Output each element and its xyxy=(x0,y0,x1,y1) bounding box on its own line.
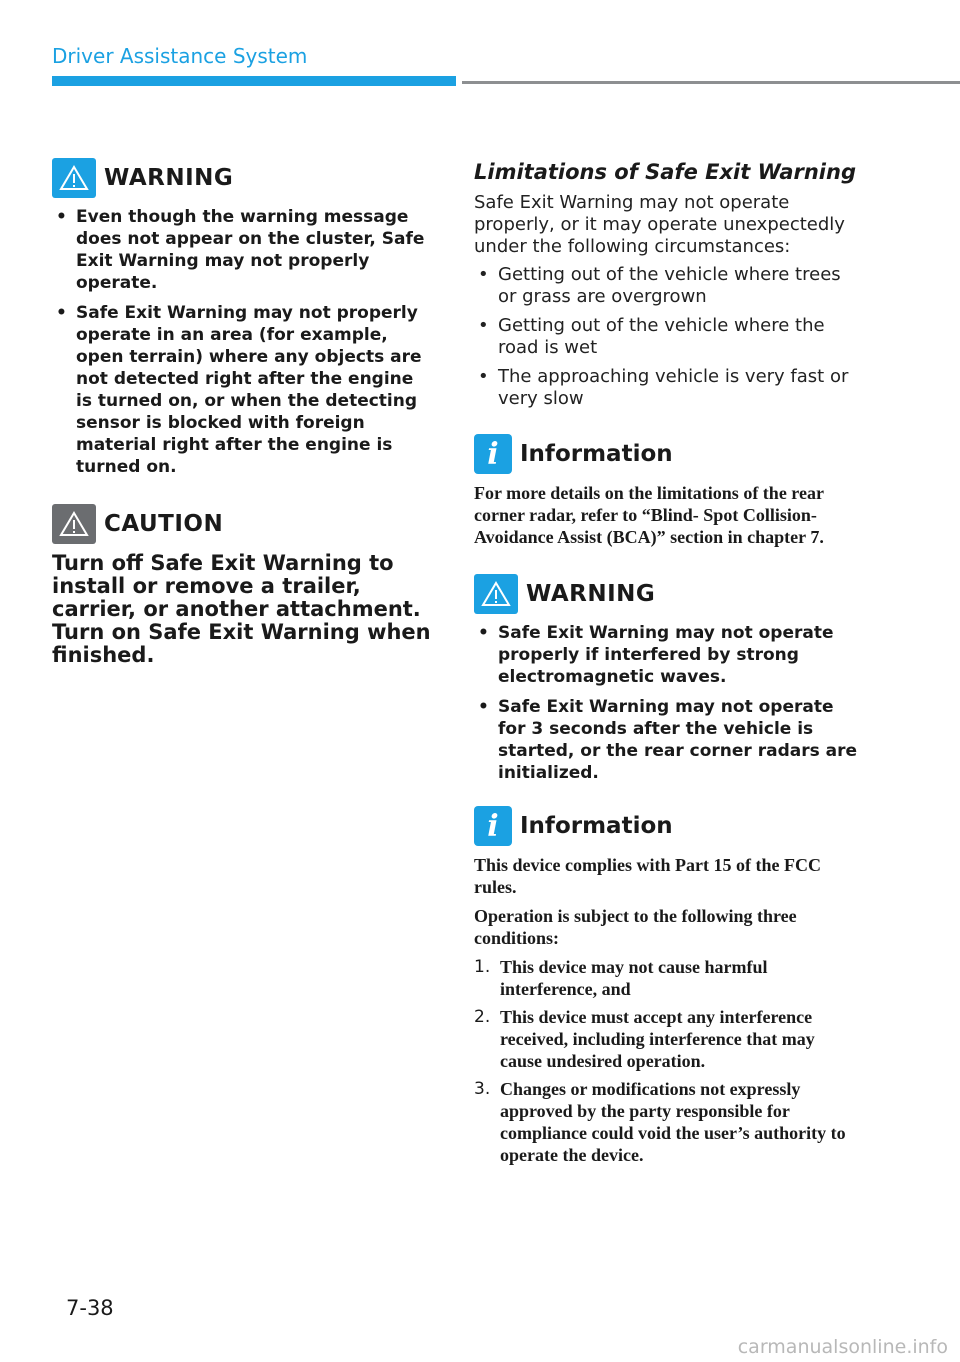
warning-heading xyxy=(474,574,860,614)
information-box xyxy=(474,434,860,548)
list-number: 3. xyxy=(474,1079,491,1099)
caution-title: CAUTION xyxy=(104,511,224,537)
caution-text: Turn off Safe Exit Warning to install or remove a trailer, carrier, or another attachment. Turn on Safe Exit Warning when finished. xyxy=(52,551,431,667)
warning-heading xyxy=(52,158,432,198)
caution-box xyxy=(52,504,432,667)
header-rule xyxy=(462,81,960,84)
list-number: 1. xyxy=(474,957,491,977)
information-text: For more details on the limitations of the rear corner radar, refer to “Blind- Spot Collision-Avoidance Assist (BCA)” section in chapter 7. xyxy=(474,483,824,547)
left-column xyxy=(52,158,432,667)
list-item: • Even though the warning message does not appear on the cluster, Safe Exit Warning may not properly operate. xyxy=(52,206,432,294)
fcc-conditions-intro: Operation is subject to the following three conditions: xyxy=(474,906,797,948)
info-icon: i xyxy=(474,434,512,474)
limitations-section xyxy=(474,160,860,410)
header-accent-bar xyxy=(52,76,456,86)
list-text: This device must accept any interference received, including interference that may cause undesired operation. xyxy=(500,1007,815,1071)
list-item: • Safe Exit Warning may not properly operate in an area (for example, open terrain) where any objects are not detected right after the engine is turned on, or when the detecting sensor is blocked with foreign material right after the engine is turned on. xyxy=(52,302,432,478)
limitations-intro: Safe Exit Warning may not operate properly, or it may operate unexpectedly under the following circumstances: xyxy=(474,192,845,257)
right-column xyxy=(474,160,860,1172)
list-text: Changes or modifications not expressly approved by the party responsible for compliance could void the user’s authority to operate the device. xyxy=(500,1079,846,1165)
page-number: 7-38 xyxy=(66,1296,114,1320)
list-item xyxy=(474,956,860,1000)
information-heading xyxy=(474,806,860,846)
fcc-text: This device complies with Part 15 of the FCC rules. xyxy=(474,855,821,897)
list-item: • Getting out of the vehicle where trees or grass are overgrown xyxy=(474,264,860,308)
watermark: carmanualsonline.info xyxy=(737,1336,948,1358)
warning-triangle-icon xyxy=(52,158,96,198)
information-title: Information xyxy=(520,441,673,467)
info-icon: i xyxy=(474,806,512,846)
information-heading xyxy=(474,434,860,474)
information-title: Information xyxy=(520,813,673,839)
fcc-conditions-list xyxy=(474,956,860,1166)
warning-list xyxy=(52,206,432,478)
section-header-title: Driver Assistance System xyxy=(52,44,308,68)
caution-triangle-icon xyxy=(52,504,96,544)
warning-title: WARNING xyxy=(526,581,656,607)
limitations-list xyxy=(474,264,860,410)
list-item: • Safe Exit Warning may not operate properly if interfered by strong electromagnetic waves. xyxy=(474,622,860,688)
list-item: • The approaching vehicle is very fast or very slow xyxy=(474,366,860,410)
list-item: • Safe Exit Warning may not operate for 3 seconds after the vehicle is started, or the rear corner radars are initialized. xyxy=(474,696,860,784)
list-item xyxy=(474,1078,860,1166)
warning-list xyxy=(474,622,860,784)
list-item: • Getting out of the vehicle where the road is wet xyxy=(474,315,860,359)
limitations-title: Limitations of Safe Exit Warning xyxy=(474,160,856,184)
caution-heading xyxy=(52,504,432,544)
warning-title: WARNING xyxy=(104,165,234,191)
warning-box xyxy=(52,158,432,478)
information-box xyxy=(474,806,860,1166)
list-number: 2. xyxy=(474,1007,491,1027)
list-text: This device may not cause harmful interference, and xyxy=(500,957,768,999)
list-item xyxy=(474,1006,860,1072)
warning-triangle-icon xyxy=(474,574,518,614)
warning-box xyxy=(474,574,860,784)
